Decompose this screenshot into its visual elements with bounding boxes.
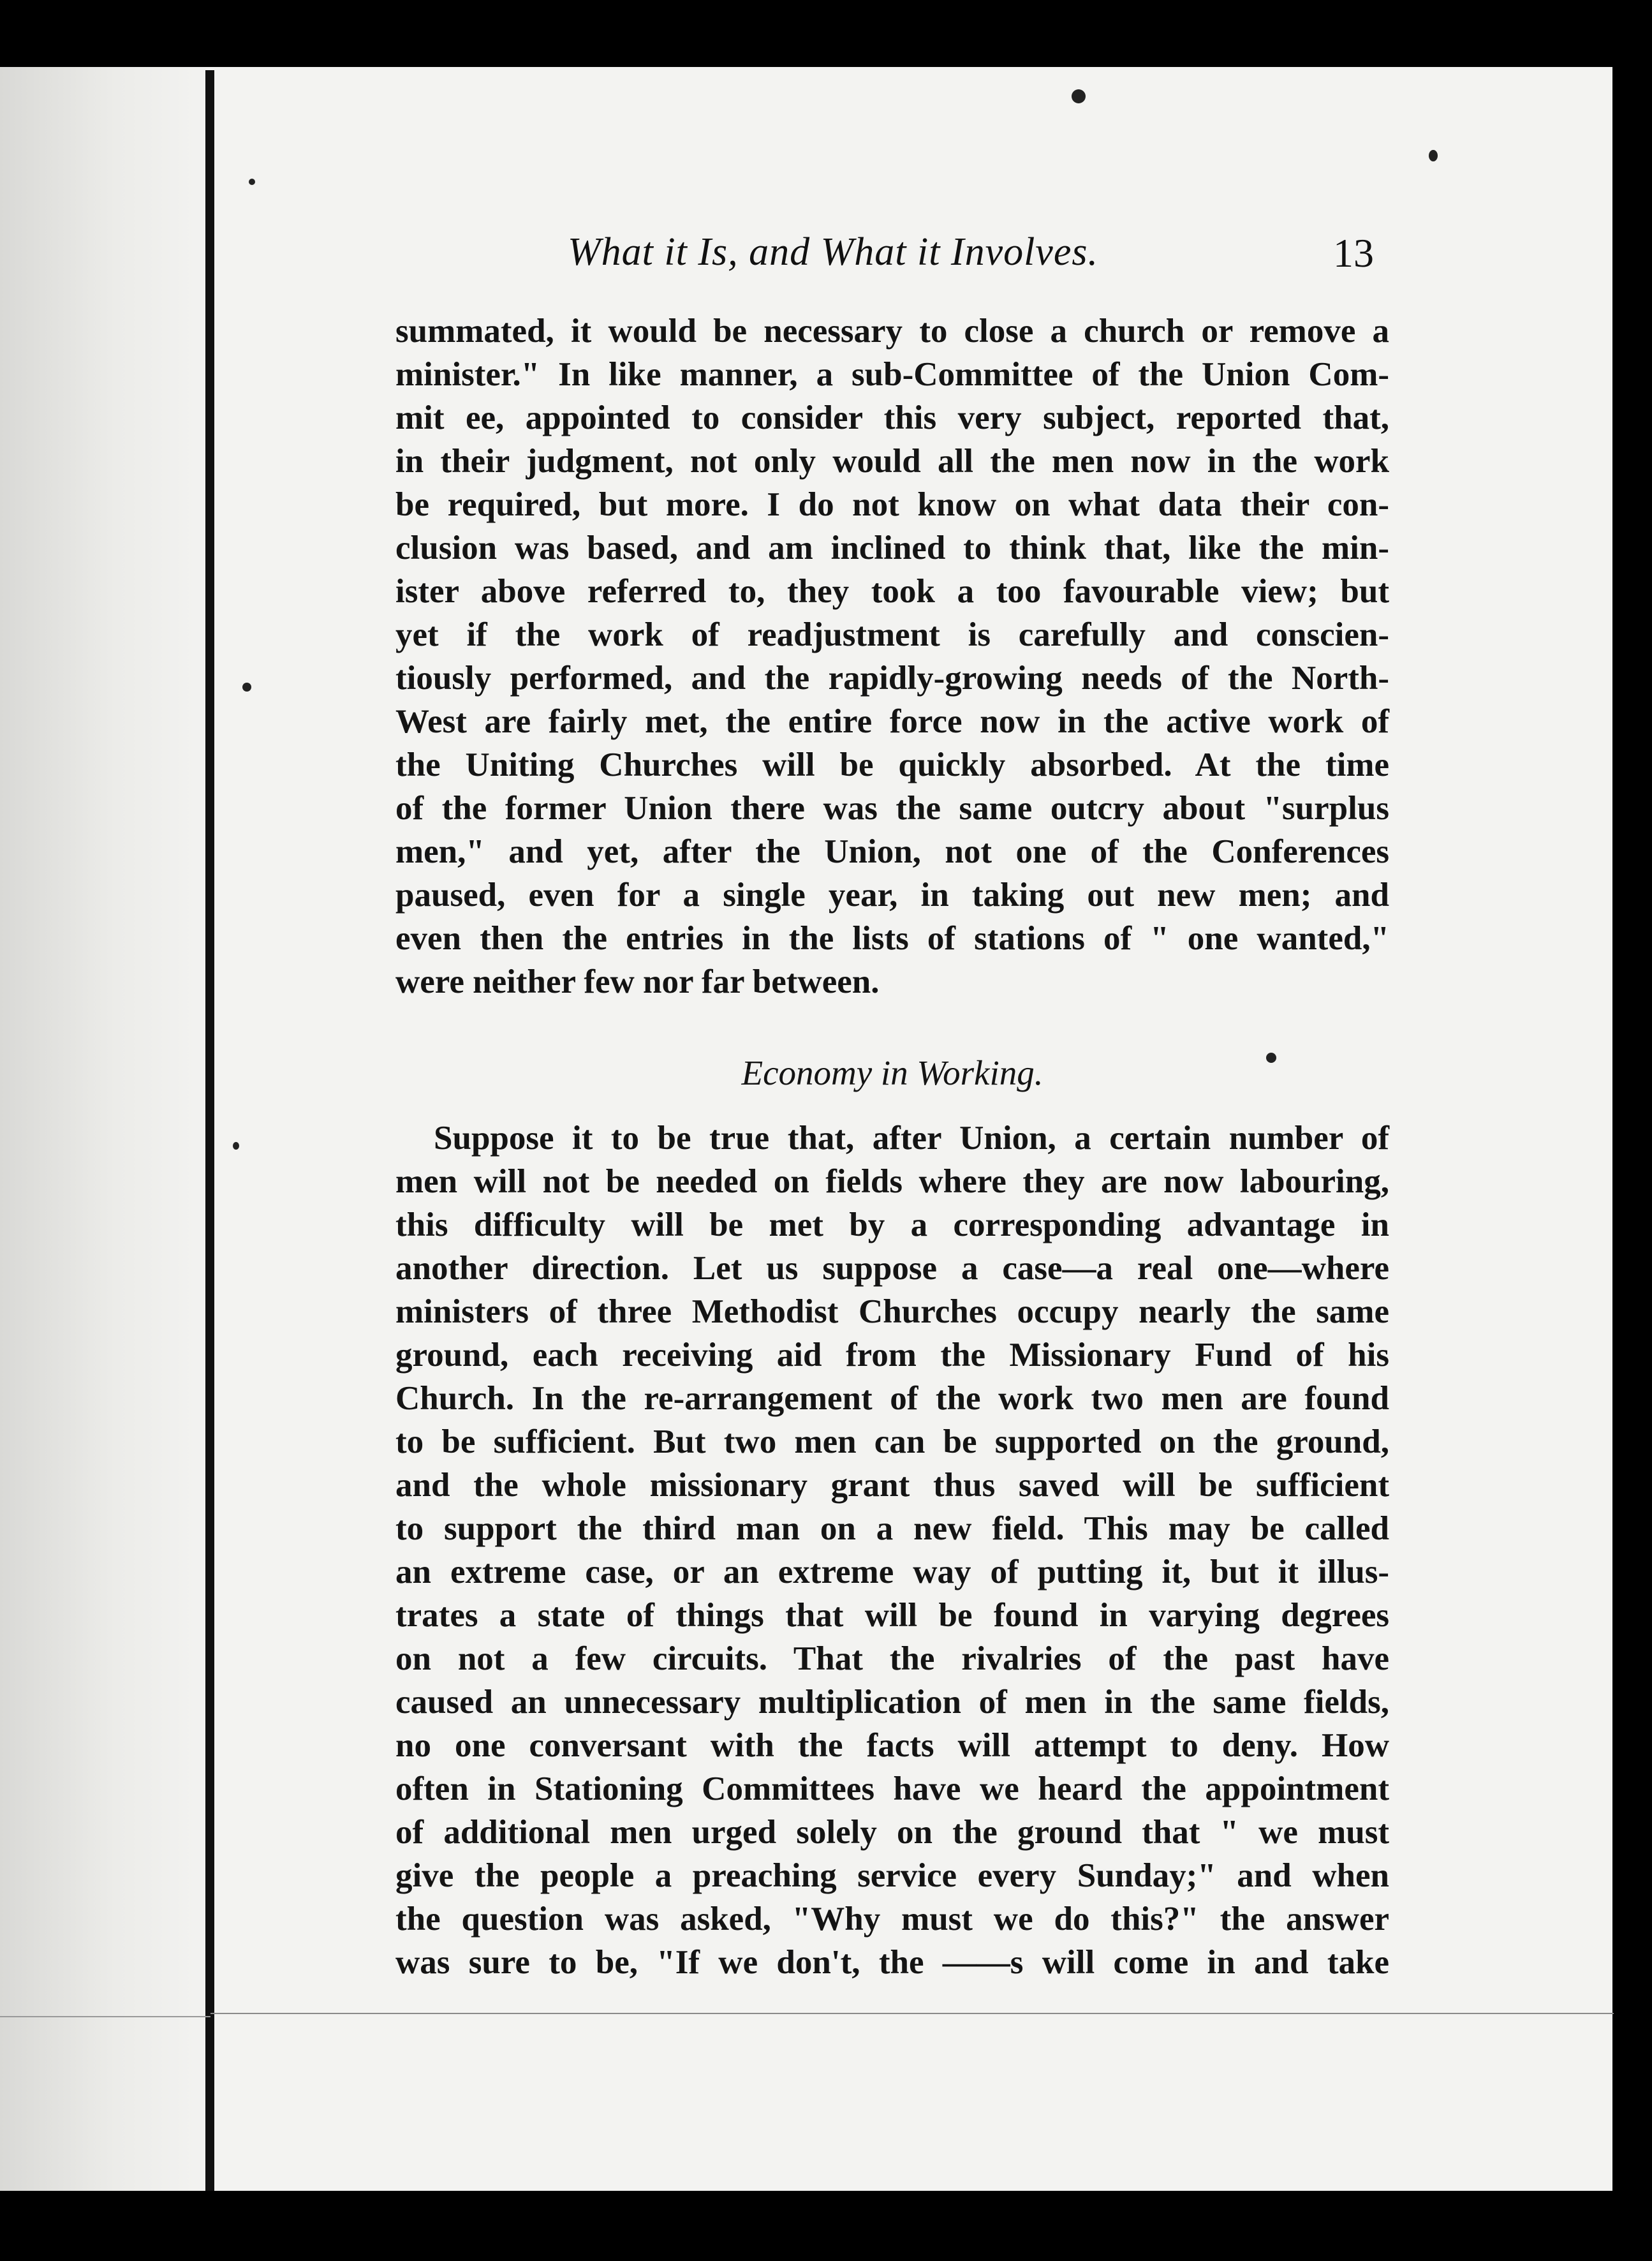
section-heading: Economy in Working. bbox=[741, 1053, 1044, 1092]
text-line: caused an unnecessary multiplication of men in the same fields, bbox=[395, 1684, 1389, 1721]
text-line: minister." In like manner, a sub-Committee of the Union Com- bbox=[395, 356, 1389, 393]
text-line: an extreme case, or an extreme way of putting it, but it illus- bbox=[395, 1553, 1389, 1590]
text-line: on not a few circuits. That the rivalries of the past have bbox=[395, 1640, 1389, 1677]
text-line: yet if the work of readjustment is carefully and conscien- bbox=[395, 616, 1389, 653]
text-line: clusion was based, and am inclined to think that, like the min- bbox=[395, 530, 1389, 567]
text-line: ister above referred to, they took a too favourable view; but bbox=[395, 573, 1389, 610]
text-line: be required, but more. I do not know on what data their con- bbox=[395, 486, 1389, 523]
page-number: 13 bbox=[1333, 230, 1374, 276]
text-line: paused, even for a single year, in taking out new men; and bbox=[395, 877, 1389, 914]
paragraph-economy bbox=[395, 1116, 1389, 1984]
scan-rule bbox=[210, 2013, 1614, 2014]
text-line: was sure to be, "If we don't, the ——s will come in and take bbox=[395, 1944, 1389, 1981]
text-line: men," and yet, after the Union, not one of the Conferences bbox=[395, 833, 1389, 870]
dust-fleck bbox=[233, 1142, 239, 1150]
scan-rule bbox=[0, 2016, 210, 2017]
text-line: of additional men urged solely on the ground that " we must bbox=[395, 1814, 1389, 1851]
text-line: often in Stationing Committees have we heard the appointment bbox=[395, 1770, 1389, 1807]
scan-border-right bbox=[1612, 0, 1652, 2261]
text-line: trates a state of things that will be found in varying degrees bbox=[395, 1597, 1389, 1634]
scan-border-bottom bbox=[0, 2191, 1652, 2261]
text-line: West are fairly met, the entire force now in the active work of bbox=[395, 703, 1389, 740]
gutter-shadow bbox=[0, 67, 210, 2191]
scan-border-top bbox=[0, 0, 1652, 70]
text-line: in their judgment, not only would all the men now in the work bbox=[395, 443, 1389, 480]
text-line: were neither few nor far between. bbox=[395, 963, 880, 1000]
text-line: Suppose it to be true that, after Union, a certain number of bbox=[434, 1120, 1389, 1157]
text-line: mit ee, appointed to consider this very subject, reported that, bbox=[395, 399, 1389, 436]
text-line: even then the entries in the lists of stations of " one wanted," bbox=[395, 920, 1389, 957]
text-line: the question was asked, "Why must we do this?" the answer bbox=[395, 1901, 1389, 1938]
text-line: another direction. Let us suppose a case—a real one—where bbox=[395, 1250, 1389, 1287]
dust-fleck bbox=[249, 179, 255, 185]
text-line: Church. In the re-arrangement of the work two men are found bbox=[395, 1380, 1389, 1417]
text-line: this difficulty will be met by a corresponding advantage in bbox=[395, 1206, 1389, 1243]
text-line: the Uniting Churches will be quickly absorbed. At the time bbox=[395, 746, 1389, 783]
page-edge-line bbox=[205, 70, 214, 2195]
text-line: to support the third man on a new field. This may be called bbox=[395, 1510, 1389, 1547]
text-line: to be sufficient. But two men can be supported on the ground, bbox=[395, 1423, 1389, 1460]
text-line: no one conversant with the facts will attempt to deny. How bbox=[395, 1727, 1389, 1764]
text-line: tiously performed, and the rapidly-growing needs of the North- bbox=[395, 660, 1389, 697]
text-line: ministers of three Methodist Churches occupy nearly the same bbox=[395, 1293, 1389, 1330]
text-line: summated, it would be necessary to close a church or remove a bbox=[395, 313, 1389, 350]
text-line: ground, each receiving aid from the Missionary Fund of his bbox=[395, 1337, 1389, 1374]
text-line: of the former Union there was the same outcry about "surplus bbox=[395, 790, 1389, 827]
paragraph-continued bbox=[395, 309, 1389, 1004]
dust-fleck bbox=[242, 683, 251, 692]
running-head: What it Is, and What it Involves. bbox=[568, 230, 1098, 274]
text-line: men will not be needed on fields where they are now labouring, bbox=[395, 1163, 1389, 1200]
text-line: and the whole missionary grant thus saved will be sufficient bbox=[395, 1467, 1389, 1504]
dust-fleck bbox=[1429, 150, 1438, 161]
dust-fleck bbox=[1072, 89, 1086, 103]
text-line: give the people a preaching service every Sunday;" and when bbox=[395, 1857, 1389, 1894]
